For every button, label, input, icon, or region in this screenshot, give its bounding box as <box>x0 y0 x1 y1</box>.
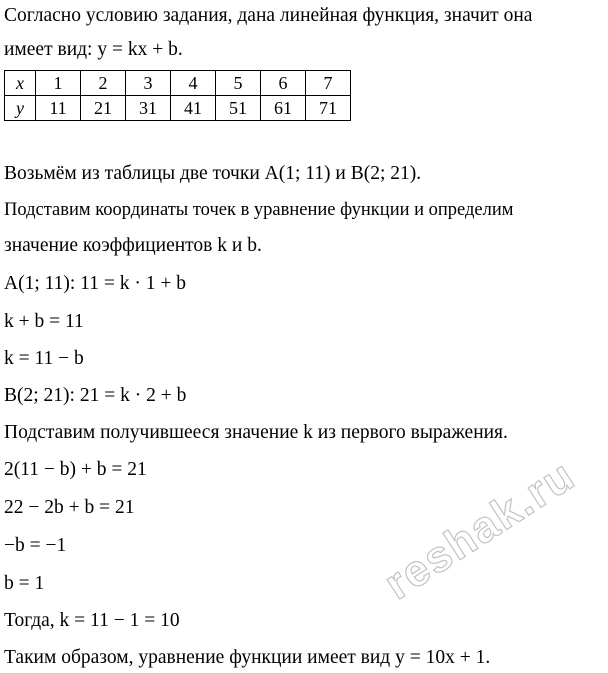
table-cell: 5 <box>216 71 261 96</box>
substitute-line-2: значение коэффициентов k и b. <box>4 235 262 256</box>
final-answer-line: Таким образом, уравнение функции имеет вид y = 10x + 1. <box>4 647 491 668</box>
substitute-k-line: Подставим получившееся значение k из первого выражения. <box>4 422 508 443</box>
watermark: reshak.ru <box>376 450 584 610</box>
equation-sum: k + b = 11 <box>4 311 84 332</box>
table-row-y <box>5 96 351 121</box>
table-cell: 21 <box>81 96 126 121</box>
table-cell: 3 <box>126 71 171 96</box>
table-header-y: y <box>5 96 36 121</box>
k-result-line: Тогда, k = 11 − 1 = 10 <box>4 610 180 631</box>
table-header-x: x <box>5 71 36 96</box>
equation-k: k = 11 − b <box>4 348 84 369</box>
table-cell: 51 <box>216 96 261 121</box>
table-cell: 11 <box>36 96 81 121</box>
equation-b-result: b = 1 <box>4 573 45 594</box>
table-cell: 7 <box>306 71 351 96</box>
table-cell: 41 <box>171 96 216 121</box>
table-cell: 2 <box>81 71 126 96</box>
table-cell: 1 <box>36 71 81 96</box>
table-cell: 4 <box>171 71 216 96</box>
equation-simplified: 22 − 2b + b = 21 <box>4 497 135 518</box>
table-cell: 6 <box>261 71 306 96</box>
intro-line-1: Согласно условию задания, дана линейная функция, значит она <box>4 5 533 26</box>
points-line: Возьмём из таблицы две точки A(1; 11) и B(2; 21). <box>4 163 422 184</box>
equation-expanded: 2(11 − b) + b = 21 <box>4 459 147 480</box>
table-row-x <box>5 71 351 96</box>
table-cell: 71 <box>306 96 351 121</box>
equation-b-point: B(2; 21): 21 = k · 2 + b <box>4 385 187 406</box>
substitute-line-1: Подставим координаты точек в уравнение функции и определим <box>4 200 514 220</box>
table-cell: 31 <box>126 96 171 121</box>
equation-a: A(1; 11): 11 = k · 1 + b <box>4 273 186 294</box>
intro-line-2: имеет вид: y = kx + b. <box>4 39 183 60</box>
values-table <box>4 70 351 121</box>
table-cell: 61 <box>261 96 306 121</box>
equation-neg-b: −b = −1 <box>4 535 67 556</box>
